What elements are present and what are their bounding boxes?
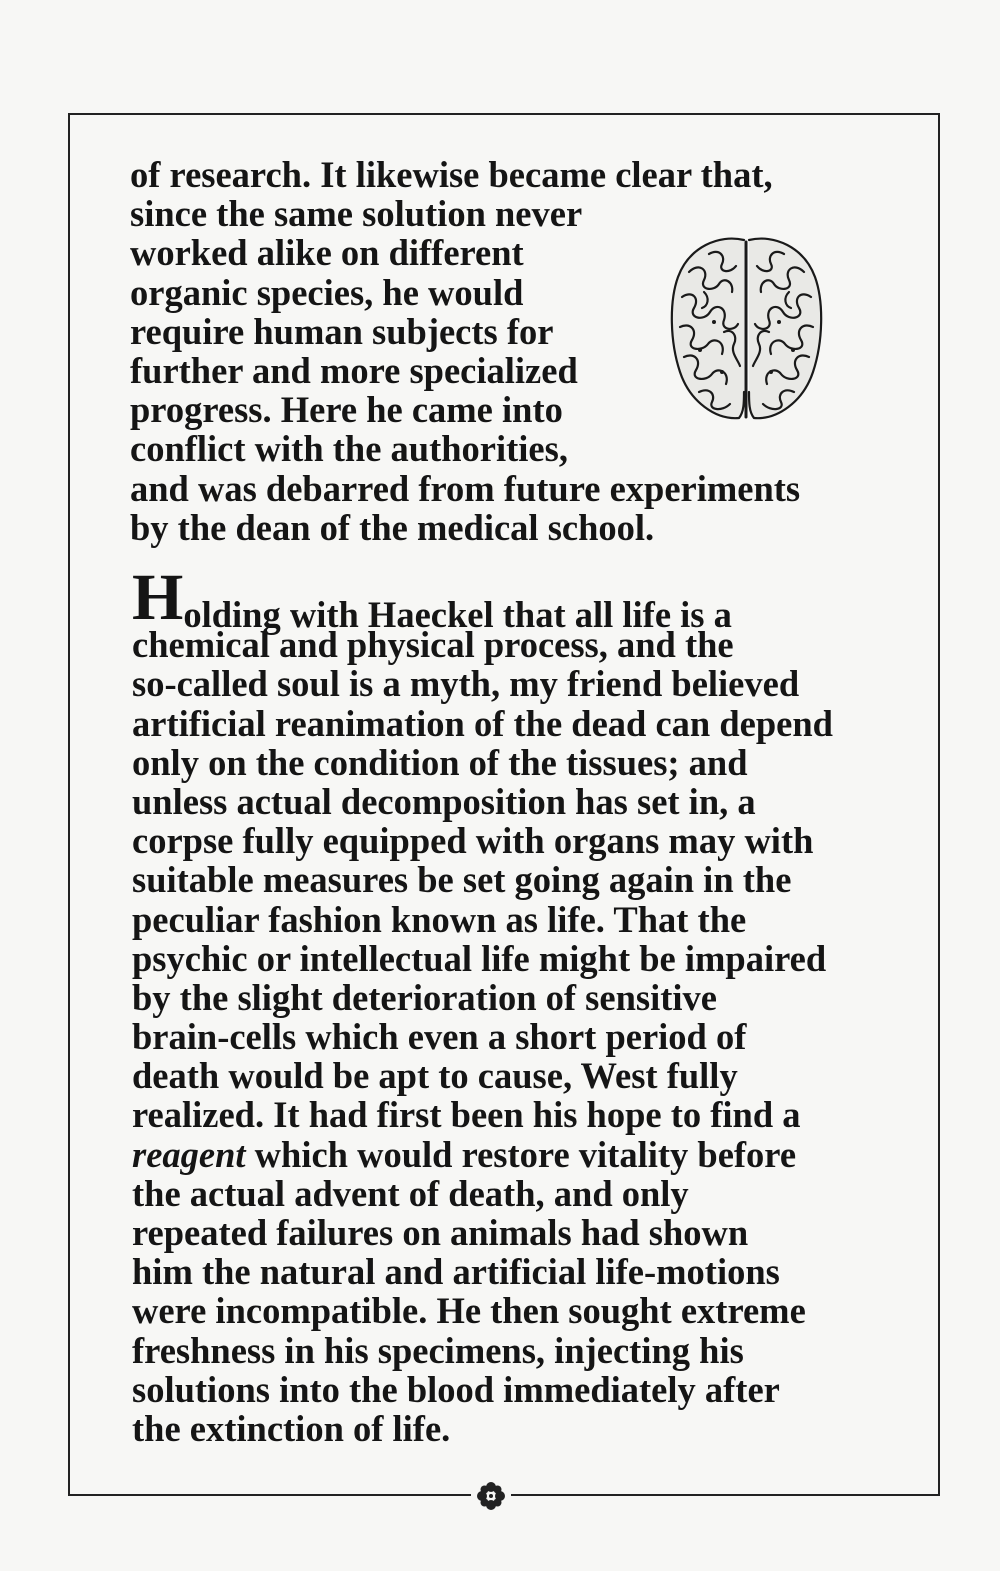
text-line: chemical and physical process, and the (132, 624, 734, 666)
paragraph-two (132, 561, 833, 1449)
text-line: conflict with the authorities, (130, 428, 568, 470)
paragraph-one (130, 155, 800, 547)
text-line: by the slight deterioration of sensitive (132, 976, 717, 1018)
text-line: require human subjects for (130, 310, 554, 352)
text-line: and was debarred from future experiments (130, 467, 801, 509)
first-line-text: olding with Haeckel that all life is a (183, 594, 732, 635)
text-line: only on the condition of the tissues; and (132, 741, 748, 783)
text-line: worked alike on different (130, 232, 524, 274)
italic-word: reagent (132, 1133, 246, 1175)
text-line: realized. It had first been his hope to find a (132, 1094, 801, 1136)
text-line: psychic or intellectual life might be impaired (132, 937, 827, 979)
text-line: freshness in his specimens, injecting his (132, 1329, 744, 1371)
italic-line-text: which would restore vitality before (245, 1133, 797, 1175)
text-line: solutions into the blood immediately after (132, 1368, 780, 1410)
text-line: death would be apt to cause, West fully (132, 1055, 738, 1097)
text-line: progress. Here he came into (130, 389, 563, 431)
flower-ornament-icon (471, 1476, 511, 1516)
text-line: further and more specialized (130, 349, 578, 391)
text-line: corpse fully equipped with organs may with (132, 820, 814, 862)
text-line: peculiar fashion known as life. That the (132, 898, 747, 940)
text-line: suitable measures be set going again in the (132, 859, 792, 901)
text-line: since the same solution never (130, 193, 583, 235)
text-line: so-called soul is a myth, my friend believed (132, 663, 800, 705)
text-line: were incompatible. He then sought extreme (132, 1290, 806, 1332)
text-line: repeated failures on animals had shown (132, 1212, 749, 1253)
text-line: him the natural and artificial life-motions (132, 1251, 780, 1293)
text-line: brain-cells which even a short period of (132, 1016, 747, 1058)
first-line (132, 561, 833, 635)
text-line: unless actual decomposition has set in, a (132, 780, 756, 822)
text-line: the extinction of life. (132, 1407, 451, 1449)
italic-line (132, 1135, 833, 1174)
text-line: the actual advent of death, and only (132, 1172, 689, 1214)
text-line: of research. It likewise became clear that, (130, 154, 773, 195)
text-line: artificial reanimation of the dead can depend (132, 702, 833, 744)
text-line: by the dean of the medical school. (130, 506, 655, 548)
drop-cap: H (132, 561, 184, 634)
text-line: organic species, he would (130, 271, 524, 313)
